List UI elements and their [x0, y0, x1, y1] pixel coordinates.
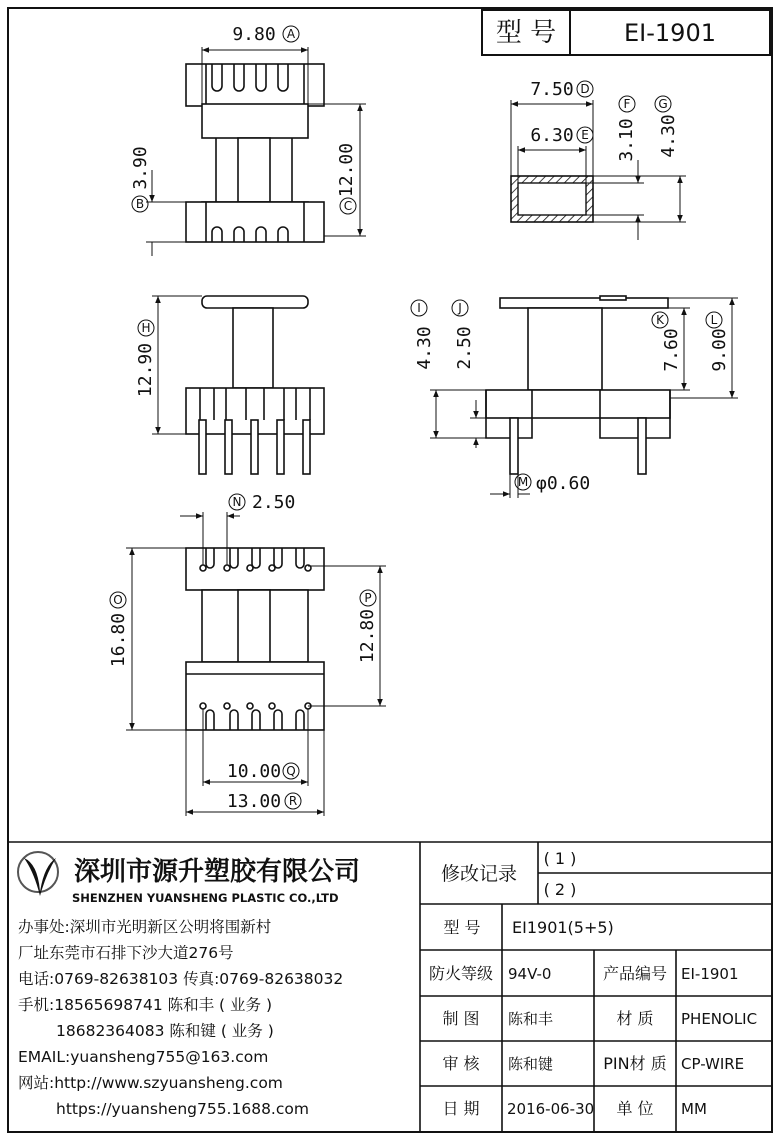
tag-a: A [286, 27, 296, 41]
model-box-label: 型 号 [495, 18, 557, 48]
dim-side-body: 7.60 [661, 328, 682, 372]
spec-material-value: PHENOLIC [681, 1010, 758, 1028]
tag-b: B [135, 197, 145, 211]
spec-pin-value: CP-WIRE [681, 1055, 745, 1073]
tag-q: Q [286, 764, 296, 778]
revision-label: 修改记录 [440, 863, 518, 885]
tag-h: H [141, 321, 151, 335]
dim-inner-height: 3.10 [616, 118, 637, 162]
dim-front-height: 12.90 [135, 342, 156, 398]
website-1: 网站:http://www.szyuansheng.com [18, 1074, 283, 1092]
spec-fire-value: 94V-0 [508, 965, 552, 983]
spec-model-label: 型 号 [443, 918, 481, 937]
spec-pin-label: PIN材 质 [603, 1054, 667, 1073]
tag-f: F [623, 97, 631, 111]
website-2: https://yuansheng755.1688.com [56, 1100, 309, 1118]
tag-l: L [710, 313, 718, 327]
dim-pin-row: 12.80 [357, 608, 378, 664]
dim-pin-diameter: φ0.60 [536, 473, 591, 494]
mobile-1: 手机:18565698741 陈和丰 ( 业务 ) [18, 996, 273, 1014]
dim-bottom-height: 16.80 [108, 612, 129, 668]
company-name-en: SHENZHEN YUANSHENG PLASTIC CO.,LTD [72, 891, 339, 905]
model-box [482, 10, 770, 55]
spec-date-label: 日 期 [442, 1099, 480, 1118]
spec-date-value: 2016-06-30 [507, 1100, 595, 1118]
spec-code-value: EI-1901 [681, 965, 739, 983]
company-logo [18, 852, 58, 896]
dim-side-step: 2.50 [454, 326, 475, 370]
front-view [186, 296, 324, 474]
dim-top-height: 12.00 [336, 142, 357, 198]
dim-outer-width: 7.50 [530, 79, 574, 100]
spec-material-label: 材 质 [616, 1009, 654, 1028]
dim-inner-width: 6.30 [530, 125, 574, 146]
dim-side-total: 9.00 [709, 328, 730, 372]
side-view [486, 296, 670, 474]
tag-j: J [458, 301, 462, 315]
tag-n: N [232, 495, 242, 509]
office-address: 办事处:深圳市光明新区公明将围新村 [18, 918, 272, 936]
spec-code-label: 产品编号 [602, 964, 668, 983]
tag-m: M [517, 475, 529, 489]
spec-review-value: 陈和键 [508, 1055, 554, 1073]
tag-o: O [113, 593, 123, 607]
spec-unit-label: 单 位 [616, 1099, 654, 1118]
company-name-cn: 深圳市源升塑胶有限公司 [74, 857, 361, 887]
mobile-2: 18682364083 陈和键 ( 业务 ) [56, 1022, 274, 1040]
tag-p: P [364, 591, 372, 605]
tag-e: E [581, 128, 589, 142]
dim-side-base: 4.30 [414, 326, 435, 370]
model-box-value: EI-1901 [624, 19, 716, 47]
tag-c: C [343, 199, 353, 213]
email-address: EMAIL:yuansheng755@163.com [18, 1048, 269, 1066]
spec-review-label: 审 核 [442, 1054, 480, 1073]
factory-address: 厂址东莞市石排下沙大道276号 [18, 944, 234, 962]
bottom-view [186, 548, 324, 730]
spec-unit-value: MM [681, 1100, 707, 1118]
spec-draw-label: 制 图 [442, 1009, 480, 1028]
tag-d: D [580, 82, 590, 96]
dim-flange-gap: 3.90 [130, 146, 151, 190]
dim-outer-height: 4.30 [658, 114, 679, 158]
dim-bottom-width: 13.00 [226, 791, 282, 812]
spec-draw-value: 陈和丰 [508, 1010, 554, 1028]
spec-fire-label: 防火等级 [428, 964, 494, 983]
revision-1: ( 1 ) [543, 849, 577, 868]
dim-pin-pitch: 2.50 [252, 492, 296, 513]
phone-fax: 电话:0769-82638103 传真:0769-82638032 [18, 970, 344, 988]
top-view [186, 64, 324, 242]
spec-model-value: EI1901(5+5) [512, 918, 614, 937]
tag-r: R [288, 794, 298, 808]
tag-g: G [658, 97, 668, 111]
dim-top-width: 9.80 [232, 24, 276, 45]
tag-k: K [656, 313, 664, 327]
revision-2: ( 2 ) [543, 880, 577, 899]
section-view [511, 176, 593, 222]
dim-pin-span: 10.00 [226, 761, 282, 782]
tag-i: I [417, 301, 421, 315]
